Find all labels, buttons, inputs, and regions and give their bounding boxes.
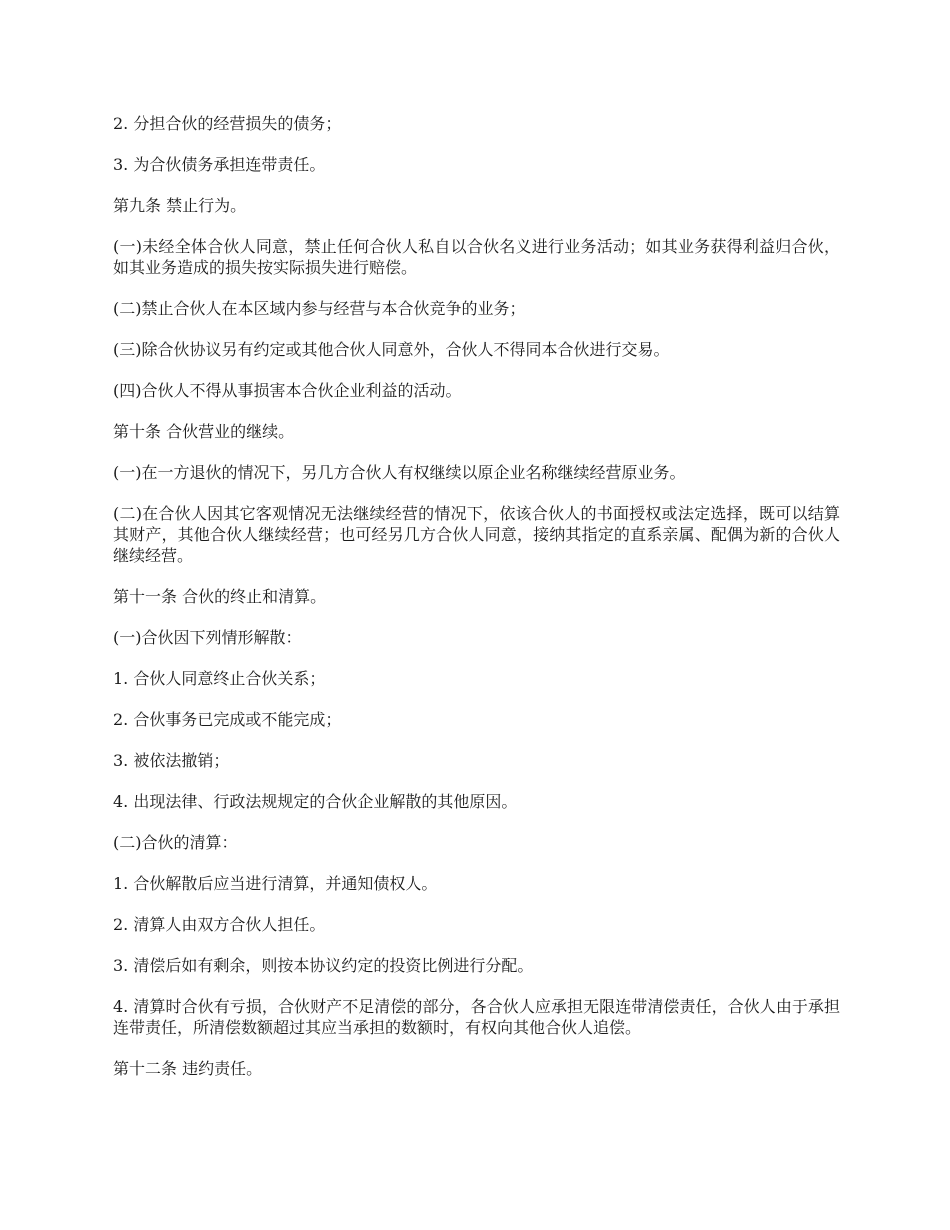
paragraph-dissolution-3: 3. 被依法撤销； — [113, 751, 230, 770]
paragraph-dissolution-2: 2. 合伙事务已完成或不能完成； — [113, 710, 342, 729]
article-10-heading: 第十条 合伙营业的继续。 — [113, 422, 295, 441]
paragraph-dissolution-intro: (一)合伙因下列情形解散： — [113, 628, 302, 647]
paragraph-continuation-1: (一)在一方退伙的情况下，另几方合伙人有权继续以原企业名称继续经营原业务。 — [113, 463, 686, 482]
paragraph-liquidation-2: 2. 清算人由双方合伙人担任。 — [113, 915, 326, 934]
paragraph-prohibition-1: (一)未经全体合伙人同意，禁止任何合伙人私自以合伙名义进行业务活动；如其业务获得利益归合伙，如其业务造成的损失按实际损失进行赔偿。 — [113, 237, 840, 277]
paragraph-prohibition-3: (三)除合伙协议另有约定或其他合伙人同意外，合伙人不得同本合伙进行交易。 — [113, 340, 670, 359]
paragraph-dissolution-4: 4. 出现法律、行政法规规定的合伙企业解散的其他原因。 — [113, 792, 518, 811]
paragraph-dissolution-1: 1. 合伙人同意终止合伙关系； — [113, 669, 326, 688]
paragraph-liquidation-4: 4. 清算时合伙有亏损，合伙财产不足清偿的部分，各合伙人应承担无限连带清偿责任，合伙人由于承担连带责任，所清偿数额超过其应当承担的数额时，有权向其他合伙人追偿。 — [113, 997, 840, 1037]
paragraph-prohibition-4: (四)合伙人不得从事损害本合伙企业利益的活动。 — [113, 381, 462, 400]
article-12-heading: 第十二条 违约责任。 — [113, 1059, 263, 1078]
article-9-heading: 第九条 禁止行为。 — [113, 196, 247, 215]
paragraph-prohibition-2: (二)禁止合伙人在本区域内参与经营与本合伙竞争的业务； — [113, 299, 526, 318]
paragraph-item-2: 2. 分担合伙的经营损失的债务； — [113, 114, 342, 133]
paragraph-liquidation-intro: (二)合伙的清算： — [113, 833, 238, 852]
paragraph-liquidation-3: 3. 清偿后如有剩余，则按本协议约定的投资比例进行分配。 — [113, 956, 534, 975]
paragraph-item-3: 3. 为合伙债务承担连带责任。 — [113, 155, 326, 174]
paragraph-liquidation-1: 1. 合伙解散后应当进行清算，并通知债权人。 — [113, 874, 438, 893]
article-11-heading: 第十一条 合伙的终止和清算。 — [113, 587, 327, 606]
document-page — [113, 113, 840, 1099]
paragraph-continuation-2: (二)在合伙人因其它客观情况无法继续经营的情况下，依该合伙人的书面授权或法定选择，既可以结算其财产，其他合伙人继续经营；也可经另几方合伙人同意，接纳其指定的直系亲属、配偶为新的合伙人继续经营。 — [113, 504, 840, 565]
